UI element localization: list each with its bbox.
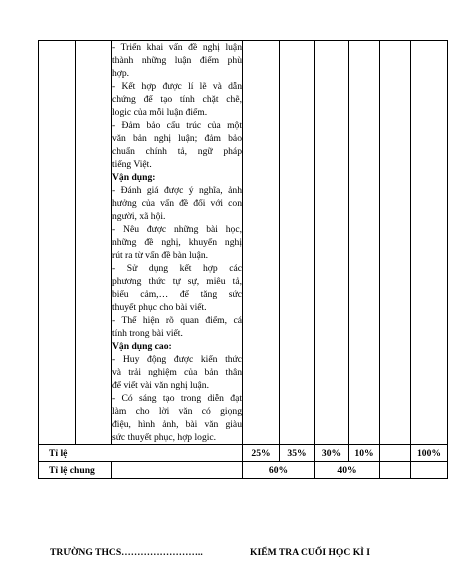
ratio-value-van-dung-cao: 10% xyxy=(349,445,380,462)
description-line: logic của mỗi luận điểm. xyxy=(112,107,208,118)
description-line: tiếng Việt. xyxy=(112,159,152,170)
empty-cell xyxy=(112,462,243,479)
empty-cell xyxy=(380,445,411,462)
empty-cell xyxy=(349,41,380,445)
assessment-matrix-table xyxy=(38,40,448,479)
description-line: thành những luận điểm phù xyxy=(112,55,242,66)
ratio-value-nhan-biet: 25% xyxy=(243,445,280,462)
description-line: hưởng của vấn đề đối với con xyxy=(112,198,242,209)
description-line: những đề nghị, khuyến nghị xyxy=(112,237,242,248)
description-line: văn bản nghị luận; đảm bảo xyxy=(112,133,242,144)
empty-cell xyxy=(76,41,112,445)
empty-cell xyxy=(39,41,76,445)
empty-cell xyxy=(315,41,349,445)
ratio-value-total: 100% xyxy=(411,445,448,462)
description-line: phương thức tự sự, miêu tả, xyxy=(112,276,242,287)
empty-cell xyxy=(411,462,448,479)
empty-cell xyxy=(243,41,280,445)
description-line: - Đánh giá được ý nghĩa, ảnh xyxy=(112,185,242,196)
description-line: - Kết hợp được lí lẽ và dẫn xyxy=(112,81,242,92)
empty-cell xyxy=(380,41,411,445)
general-ratio-label: Tỉ lệ chung xyxy=(39,462,112,479)
description-line: làm cho lời văn có giọng xyxy=(112,406,242,417)
description-line: - Thể hiện rõ quan điểm, cá xyxy=(112,315,242,326)
general-ratio-row xyxy=(39,462,448,479)
school-name: TRƯỜNG THCS…………………….. xyxy=(50,547,203,558)
level-heading: Vận dụng: xyxy=(112,172,156,183)
empty-cell xyxy=(380,462,411,479)
description-line: biểu cảm,… để tăng sức xyxy=(112,289,242,300)
description-line: hợp. xyxy=(112,68,130,79)
ratio-value-thong-hieu: 35% xyxy=(280,445,315,462)
general-ratio-value-1: 60% xyxy=(243,462,315,479)
description-line: người, xã hội. xyxy=(112,211,166,222)
description-line: rút ra từ vấn đề bàn luận. xyxy=(112,250,209,261)
general-ratio-value-2: 40% xyxy=(315,462,380,479)
description-line: và trải nghiệm của bản thân xyxy=(112,367,242,378)
description-line: tính trong bài viết. xyxy=(112,328,183,339)
description-line: điệu, hình ảnh, bài văn giàu xyxy=(112,419,242,430)
description-line: chứng để tạo tính chặt chẽ, xyxy=(112,94,242,105)
ratio-value-van-dung: 30% xyxy=(315,445,349,462)
ratio-row xyxy=(39,445,448,462)
skill-description-cell xyxy=(112,41,243,445)
level-heading: Vận dụng cao: xyxy=(112,341,172,352)
exam-title: KIỂM TRA CUỐI HỌC KÌ I xyxy=(250,547,371,558)
description-line: thuyết phục cho bài viết. xyxy=(112,302,207,313)
description-line: - Huy động được kiến thức xyxy=(112,354,242,365)
description-line: - Nêu được những bài học, xyxy=(112,224,242,235)
description-line: - Triển khai vấn đề nghị luận xyxy=(112,42,242,53)
ratio-label: Tỉ lệ xyxy=(39,445,243,462)
empty-cell xyxy=(280,41,315,445)
skill-description-row xyxy=(39,41,448,445)
empty-cell xyxy=(411,41,448,445)
description-line: sức thuyết phục, hợp logic. xyxy=(112,432,217,443)
description-line: - Đảm bảo cấu trúc của một xyxy=(112,120,242,131)
description-line: để viết vài văn nghị luận. xyxy=(112,380,209,391)
description-line: chuẩn chính tả, ngữ pháp xyxy=(112,146,242,157)
description-line: - Có sáng tạo trong diễn đạt xyxy=(112,393,242,404)
description-line: - Sử dụng kết hợp các xyxy=(112,263,242,274)
